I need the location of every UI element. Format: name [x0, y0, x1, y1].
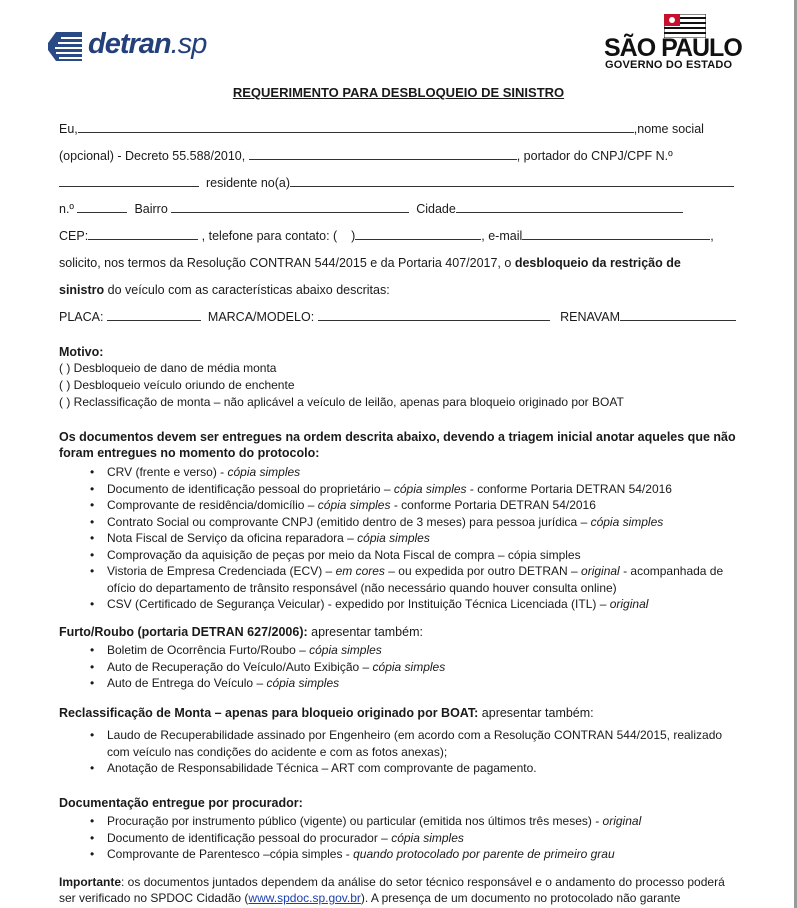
- form-line-name: Eu, ,nome social: [59, 122, 704, 136]
- list-item: • Auto de Recuperação do Veículo/Auto Exibição – cópia simples: [59, 659, 743, 676]
- list-item: • Anotação de Responsabilidade Técnica – ART com comprovante de pagamento.: [59, 760, 743, 777]
- motivo-heading: Motivo:: [59, 345, 104, 359]
- list-item: • Documento de identificação pessoal do proprietário – cópia simples - conforme Portaria DETRAN 54/2016: [59, 481, 743, 498]
- list-item: • Boletim de Ocorrência Furto/Roubo – cópia simples: [59, 642, 743, 659]
- name-field[interactable]: [78, 121, 634, 133]
- reclass-list: [59, 727, 743, 777]
- form-line-contact: CEP: , telefone para contato: ( ) , e-mail ,: [59, 229, 714, 243]
- cep-field[interactable]: [88, 228, 198, 240]
- importante-note: Importante: os documentos juntados dependem da análise do setor técnico responsável e o andamento do processo poderá ser verificado no SPDOC Cidadão (www.spdoc.sp.gov.br). A presença de um documento no protocolado não garante: [59, 875, 725, 905]
- form-line-number: n.º Bairro Cidade: [59, 201, 739, 217]
- list-item: • Comprovação da aquisição de peças por meio da Nota Fiscal de compra – cópia simples: [59, 547, 743, 564]
- motivo-option-enchente[interactable]: ( ) Desbloqueio veículo oriundo de enchente: [59, 378, 295, 392]
- spdoc-link[interactable]: www.spdoc.sp.gov.br: [248, 891, 361, 905]
- page-title: REQUERIMENTO PARA DESBLOQUEIO DE SINISTRO: [232, 85, 565, 100]
- procurador-heading: Documentação entregue por procurador:: [59, 796, 303, 810]
- phone-field[interactable]: [355, 228, 481, 240]
- list-item: • CSV (Certificado de Segurança Veicular) - expedido por Instituição Técnica Licenciada (ITL) – original: [59, 596, 743, 613]
- list-item: • Comprovante de Parentesco –cópia simples - quando protocolado por parente de primeiro grau: [59, 846, 743, 863]
- address-field[interactable]: [290, 175, 734, 187]
- document-number-field[interactable]: [59, 175, 199, 187]
- form-line-request: solicito, nos termos da Resolução CONTRAN 544/2015 e da Portaria 407/2017, o desbloqueio da restrição de: [59, 256, 681, 270]
- detran-logo: [48, 24, 208, 70]
- list-item: • Comprovante de residência/domicílio – cópia simples - conforme Portaria DETRAN 54/2016: [59, 497, 743, 514]
- procurador-list: [59, 813, 743, 863]
- furto-heading: Furto/Roubo (portaria DETRAN 627/2006): apresentar também:: [59, 625, 423, 639]
- list-item: • Laudo de Recuperabilidade assinado por Engenheiro (em acordo com a Resolução CONTRAN 544/2015, realizado com veículo nas condições do acidente e com as fotos anexas);: [59, 727, 743, 760]
- list-item: • Vistoria de Empresa Credenciada (ECV) – em cores – ou expedida por outro DETRAN – original - acompanhada de ofício do departamento de trânsito responsável (não necessário quando houver consulta online): [59, 563, 743, 596]
- documentos-list: [59, 464, 743, 613]
- district-field[interactable]: [171, 201, 409, 213]
- sao-paulo-logo: [604, 14, 744, 74]
- motivo-option-media-monta[interactable]: ( ) Desbloqueio de dano de média monta: [59, 361, 277, 375]
- detran-emblem-icon: [48, 30, 88, 64]
- list-item: • Nota Fiscal de Serviço da oficina reparadora – cópia simples: [59, 530, 743, 547]
- form-line-vehicle: PLACA: MARCA/MODELO: RENAVAM: [59, 309, 739, 325]
- documentos-heading: Os documentos devem ser entregues na ordem descrita abaixo, devendo a triagem inicial anotar aqueles que não foram entregues no momento do protocolo:: [59, 430, 736, 460]
- list-item: • Documento de identificação pessoal do procurador – cópia simples: [59, 830, 743, 847]
- number-field[interactable]: [77, 201, 127, 213]
- email-field[interactable]: [522, 228, 710, 240]
- city-field[interactable]: [456, 201, 683, 213]
- form-line-address: residente no(a): [59, 175, 739, 191]
- brand-model-field[interactable]: [318, 309, 550, 321]
- social-name-field[interactable]: [249, 148, 517, 160]
- sp-subtitle: GOVERNO DO ESTADO: [605, 59, 733, 71]
- detran-wordmark: detran.sp: [88, 28, 207, 60]
- list-item: • Contrato Social ou comprovante CNPJ (emitido dentro de 3 meses) para pessoa jurídica – cópia simples: [59, 514, 743, 531]
- sp-name: SÃO PAULO: [604, 34, 742, 62]
- plate-field[interactable]: [107, 309, 201, 321]
- list-item: • Procuração por instrumento público (vigente) ou particular (emitida nos últimos três meses) - original: [59, 813, 743, 830]
- furto-list: [59, 642, 743, 692]
- form-line-request-cont: sinistro do veículo com as características abaixo descritas:: [59, 283, 390, 297]
- reclass-heading: Reclassificação de Monta – apenas para bloqueio originado por BOAT: apresentar também:: [59, 706, 594, 720]
- renavam-field[interactable]: [620, 309, 736, 321]
- list-item: • CRV (frente e verso) - cópia simples: [59, 464, 743, 481]
- motivo-option-reclassificacao[interactable]: ( ) Reclassificação de monta – não aplicável a veículo de leilão, apenas para bloqueio originado por BOAT: [59, 395, 624, 409]
- form-line-social: (opcional) - Decreto 55.588/2010, , portador do CNPJ/CPF N.º: [59, 149, 673, 163]
- list-item: • Auto de Entrega do Veículo – cópia simples: [59, 675, 743, 692]
